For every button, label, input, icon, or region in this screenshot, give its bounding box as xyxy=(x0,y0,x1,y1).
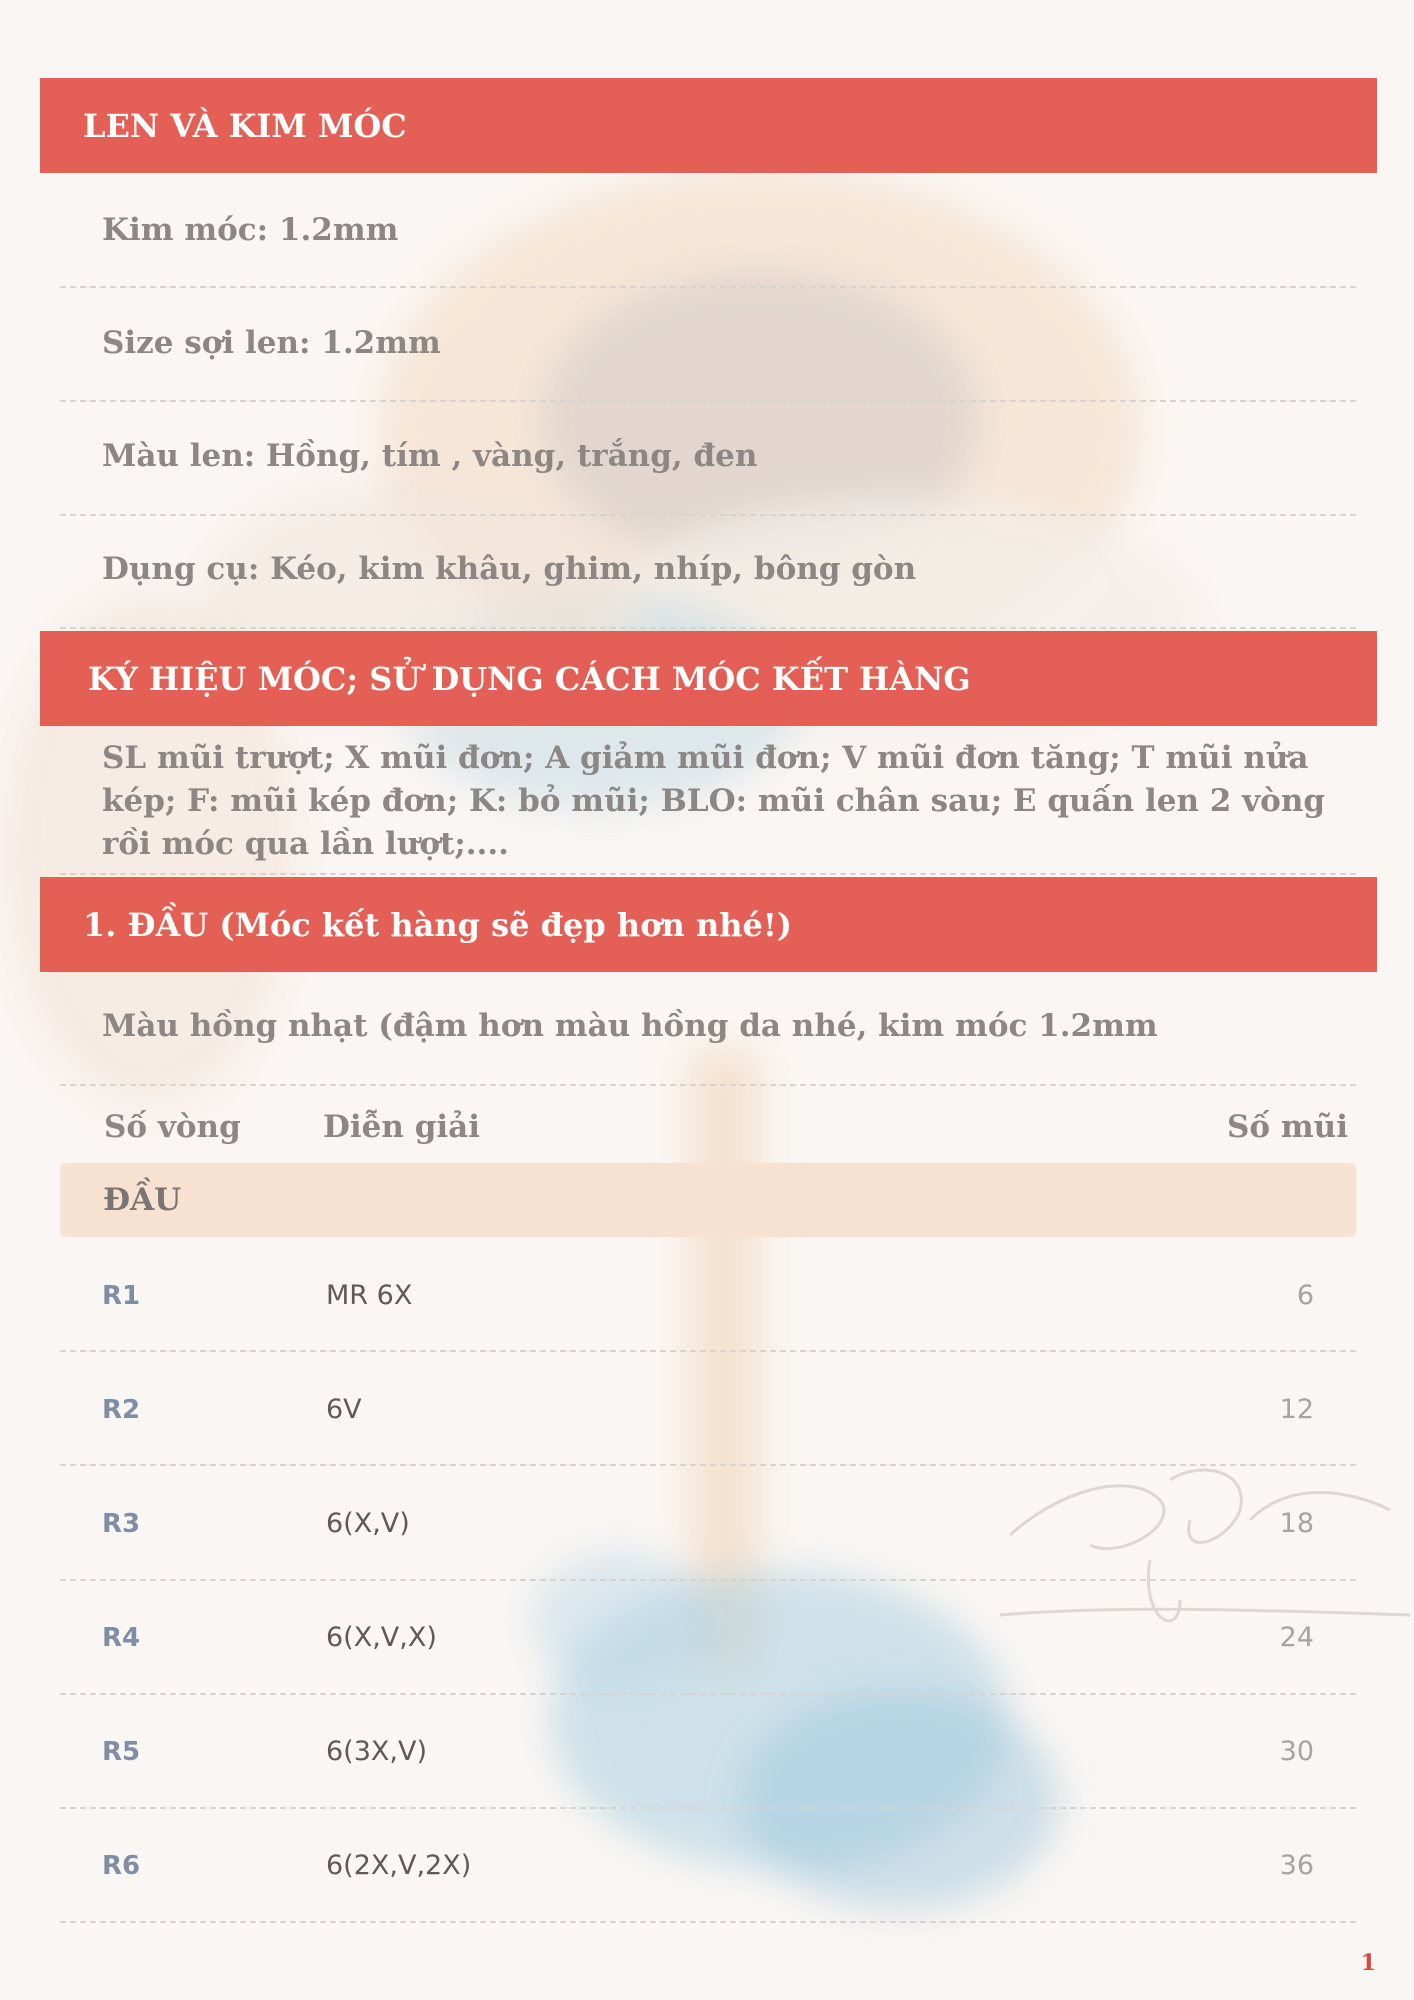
divider xyxy=(60,1921,1356,1923)
description-cell: 6(X,V) xyxy=(326,1508,410,1539)
divider xyxy=(60,286,1356,288)
section-title: 1. ĐẦU (Móc kết hàng sẽ đẹp hơn nhé!) xyxy=(83,905,793,944)
round-cell: R5 xyxy=(102,1737,141,1767)
description-cell: 6V xyxy=(326,1394,362,1425)
header-description: Diễn giải xyxy=(323,1109,481,1145)
divider xyxy=(60,1084,1356,1086)
divider xyxy=(60,627,1356,629)
description-cell: 6(2X,V,2X) xyxy=(326,1850,472,1881)
round-cell: R3 xyxy=(102,1509,141,1539)
section-title: LEN VÀ KIM MÓC xyxy=(83,106,407,145)
round-cell: R6 xyxy=(102,1851,141,1881)
divider xyxy=(60,1464,1356,1466)
description-cell: MR 6X xyxy=(326,1280,413,1311)
divider xyxy=(60,1807,1356,1809)
divider xyxy=(60,514,1356,516)
tools-line: Dụng cụ: Kéo, kim khâu, ghim, nhíp, bông gòn xyxy=(102,551,917,587)
divider xyxy=(60,1350,1356,1352)
divider xyxy=(60,400,1356,402)
head-color-note: Màu hồng nhạt (đậm hơn màu hồng da nhé, kim móc 1.2mm xyxy=(102,1008,1158,1044)
section-banner-head xyxy=(40,877,1377,972)
section-banner-yarn-hook xyxy=(40,78,1377,173)
table-group-row xyxy=(60,1163,1356,1237)
header-stitch-count: Số mũi xyxy=(1227,1109,1348,1145)
count-cell: 24 xyxy=(1279,1622,1314,1653)
description-cell: 6(X,V,X) xyxy=(326,1622,437,1653)
section-banner-stitch-symbols xyxy=(40,631,1377,726)
section-title: KÝ HIỆU MÓC; SỬ DỤNG CÁCH MÓC KẾT HÀNG xyxy=(88,659,971,698)
count-cell: 36 xyxy=(1279,1850,1314,1881)
count-cell: 18 xyxy=(1279,1508,1314,1539)
count-cell: 12 xyxy=(1279,1394,1314,1425)
count-cell: 30 xyxy=(1279,1736,1314,1767)
group-label: ĐẦU xyxy=(103,1182,182,1218)
header-round: Số vòng xyxy=(104,1109,241,1145)
divider xyxy=(60,873,1356,875)
yarn-colors-line: Màu len: Hồng, tím , vàng, trắng, đen xyxy=(102,438,758,474)
round-cell: R4 xyxy=(102,1623,141,1653)
page-number: 1 xyxy=(1360,1950,1376,1976)
round-cell: R2 xyxy=(102,1395,141,1425)
round-cell: R1 xyxy=(102,1281,141,1311)
count-cell: 6 xyxy=(1296,1280,1314,1311)
divider xyxy=(60,1693,1356,1695)
divider xyxy=(60,1579,1356,1581)
description-cell: 6(3X,V) xyxy=(326,1736,427,1767)
stitch-symbols-text: SL mũi trượt; X mũi đơn; A giảm mũi đơn; V mũi đơn tăng; T mũi nửa kép; F: mũi kép đơn; K: bỏ mũi; BLO: mũi chân sau; E quấn len 2 vòng rồi móc qua lần lượt;.... xyxy=(102,740,1326,862)
hook-size-line: Kim móc: 1.2mm xyxy=(102,212,399,248)
yarn-size-line: Size sợi len: 1.2mm xyxy=(102,325,441,361)
